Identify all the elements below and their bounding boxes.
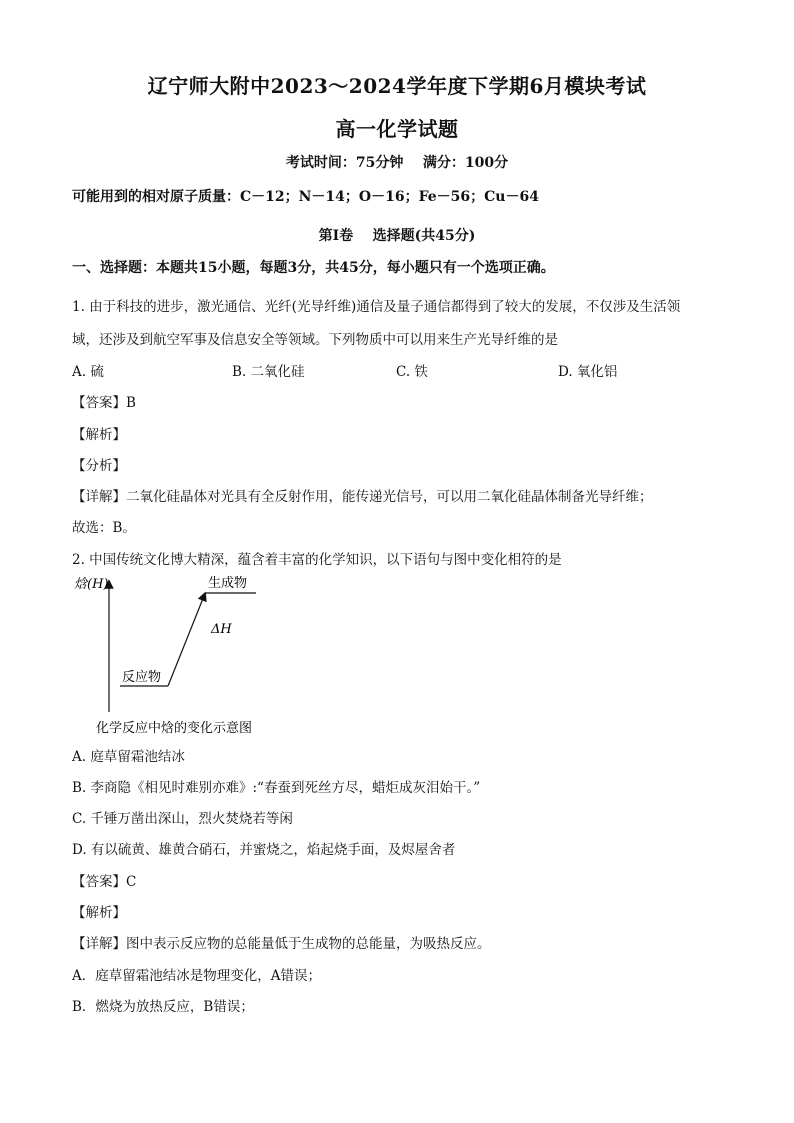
q2-option-c: C. 千锤万凿出深山，烈火焚烧若等闲 — [72, 811, 293, 827]
product-label: 生成物 — [208, 576, 248, 591]
q1-fenxi-label: 【分析】 — [72, 458, 126, 474]
q1-stem-line2: 域，还涉及到航空军事及信息安全等领域。下列物质中可以用来生产光导纤维的是 — [72, 332, 558, 348]
exam-subtitle: 高一化学试题 — [335, 117, 459, 141]
q1-option-c: C. 铁 — [396, 364, 428, 380]
q2-option-b: B. 李商隐《相见时难别亦难》:“春蚕到死丝方尽，蜡炬成灰泪始干。” — [72, 780, 481, 796]
q2-explain-b: B．燃烧为放热反应，B错误； — [72, 999, 254, 1015]
q2-option-d: D. 有以硫黄、雄黄合硝石，并蜜烧之，焰起烧手面，及烬屋舍者 — [72, 842, 456, 858]
reaction-arrow — [168, 596, 204, 686]
q1-detail: 【详解】二氧化硅晶体对光具有全反射作用，能传递光信号，可以用二氧化硅晶体制备光导纤维； — [72, 489, 653, 505]
diagram-caption: 化学反应中焓的变化示意图 — [96, 721, 253, 736]
q1-option-d: D. 氧化铝 — [558, 364, 618, 380]
exam-info: 考试时间：75分钟 满分：100分 — [285, 155, 509, 171]
q2-explain-a: A．庭草留霜池结冰是物理变化，A错误； — [72, 968, 321, 984]
q2-detail: 【详解】图中表示反应物的总能量低于生成物的总能量，为吸热反应。 — [72, 936, 491, 952]
section-instruction: 一、选择题：本题共15小题，每题3分，共45分，每小题只有一个选项正确。 — [72, 260, 555, 276]
y-axis-label: 焓(H) — [74, 577, 109, 592]
q2-stem: 2. 中国传统文化博大精深，蕴含着丰富的化学知识，以下语句与图中变化相符的是 — [72, 552, 562, 568]
q2-option-a: A. 庭草留霜池结冰 — [72, 749, 185, 765]
q1-answer: 【答案】B — [72, 395, 136, 411]
q1-stem-line1: 1. 由于科技的进步，激光通信、光纤(光导纤维)通信及量子通信都得到了较大的发展，不仅涉及生活领 — [72, 299, 681, 315]
part-title: 第Ⅰ卷 选择题(共45分) — [318, 228, 476, 244]
q1-option-a: A. 硫 — [72, 364, 104, 380]
enthalpy-diagram — [70, 572, 300, 740]
q2-answer: 【答案】C — [72, 874, 137, 890]
q2-analysis-label: 【解析】 — [72, 905, 126, 921]
delta-h-label: ΔH — [211, 622, 232, 637]
q1-analysis-label: 【解析】 — [72, 427, 126, 443]
q1-option-b: B. 二氧化硅 — [232, 364, 305, 380]
atomic-masses: 可能用到的相对原子质量：C－12；N－14；O－16；Fe－56；Cu－64 — [72, 189, 539, 205]
reactant-label: 反应物 — [122, 670, 162, 685]
q1-conclusion: 故选：B。 — [72, 520, 136, 536]
exam-title: 辽宁师大附中2023～2024学年度下学期6月模块考试 — [147, 74, 647, 98]
